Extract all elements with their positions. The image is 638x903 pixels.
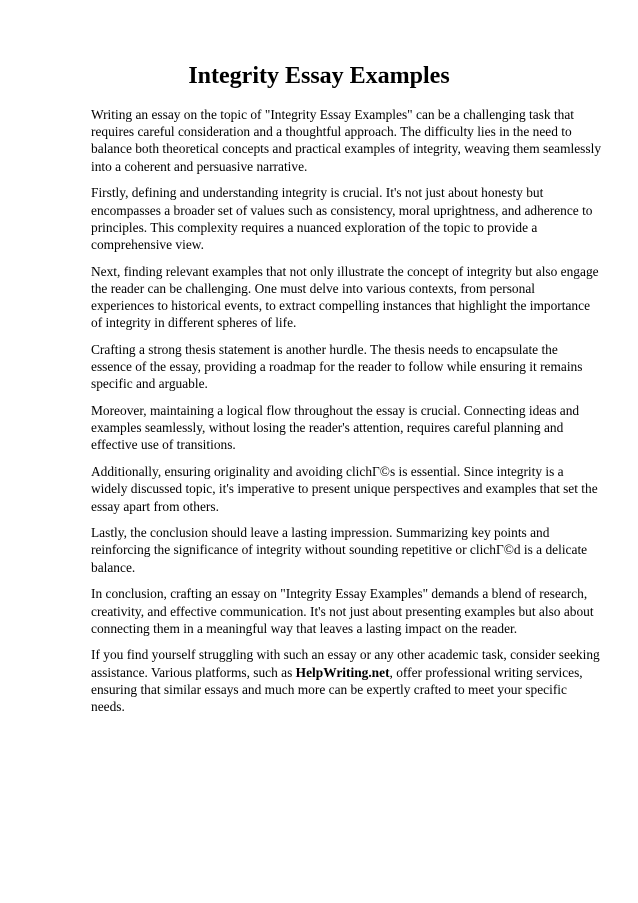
assistance-text-after: , offer professional writing services, ensuring that similar essays and much more can be expertly crafted to meet your specific needs. (91, 664, 583, 715)
essay-body (91, 106, 601, 725)
paragraph-intro: Writing an essay on the topic of "Integrity Essay Examples" can be a challenging task that requires careful consideration and a thoughtful approach. The difficulty lies in the need to balance both theoretical concepts and practical examples of integrity, weaving them seamlessly into a coherent and persuasive narrative. (91, 107, 602, 174)
assistance-text-before: If you find yourself struggling with such an essay or any other academic task, consider seeking assistance. Various platforms, such as (91, 647, 600, 680)
paragraph-originality: Additionally, ensuring originality and avoiding clichΓ©s is essential. Since integrity is a widely discussed topic, it's imperative to present unique perspectives and examples that set the essay apart from others. (91, 464, 598, 514)
page-title: Integrity Essay Examples (188, 63, 450, 89)
paragraph-defining-integrity: Firstly, defining and understanding integrity is crucial. It's not just about honesty but encompasses a broader set of values such as consistency, moral uprightness, and adherence to principles. This complexity requires a nuanced exploration of the topic to provide a comprehensive view. (91, 185, 593, 252)
paragraph-assistance (91, 646, 601, 715)
paragraph-logical-flow: Moreover, maintaining a logical flow throughout the essay is crucial. Connecting ideas and examples seamlessly, without losing the reader's attention, requires careful planning and effective use of transitions. (91, 403, 580, 453)
helpwriting-link[interactable]: HelpWriting.net (295, 664, 390, 680)
paragraph-in-conclusion: In conclusion, crafting an essay on "Integrity Essay Examples" demands a blend of research, creativity, and effective communication. It's not just about presenting examples but also about connecting them in a meaningful way that leaves a lasting impact on the reader. (91, 586, 594, 636)
paragraph-conclusion-advice: Lastly, the conclusion should leave a lasting impression. Summarizing key points and reinforcing the significance of integrity without sounding repetitive or clichΓ©d is a delicate balance. (91, 525, 588, 575)
paragraph-finding-examples: Next, finding relevant examples that not only illustrate the concept of integrity but also engage the reader can be challenging. One must delve into various contexts, from personal experiences to historical events, to extract compelling instances that highlight the importance of integrity in different spheres of life. (91, 263, 599, 331)
paragraph-thesis-statement: Crafting a strong thesis statement is another hurdle. The thesis needs to encapsulate the essence of the essay, providing a roadmap for the reader to follow while ensuring it remains specific and arguable. (91, 341, 583, 392)
